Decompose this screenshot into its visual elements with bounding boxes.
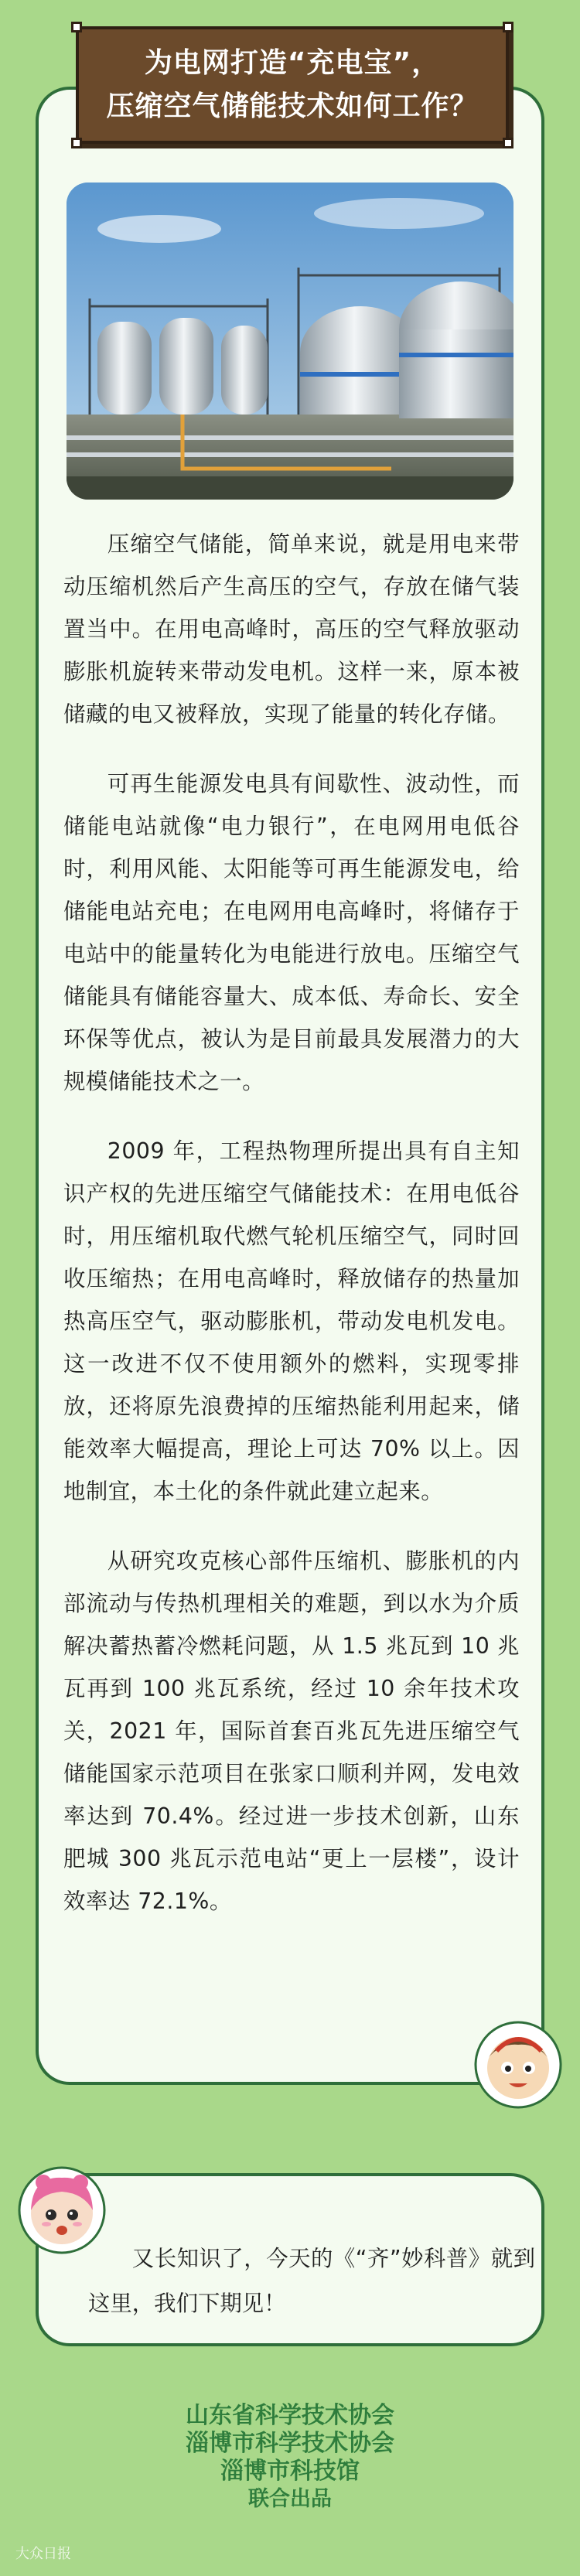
page-title-line-2: 压缩空气储能技术如何工作？ — [106, 90, 479, 122]
footer-credit: 联合出品 — [248, 2487, 332, 2511]
footer-org-2: 淄博市科学技术协会 — [186, 2430, 394, 2457]
paragraph-3: 2009 年，工程热物理所提出具有自主知识产权的先进压缩空气储能技术：在用电低谷时，用压缩机取代燃气轮机压缩空气，同时回收压缩热；在用电高峰时，释放储存的热量加热高压空气，驱动膨胀机，带动发电机发电。这一改进不仅不使用额外的燃料，实现零排放，还将原先浪费掉的压缩热能利用起来，储能效率大幅提高，理论上可达 70% 以上。因地制宜，本土化的条件就此建立起来。 — [63, 1138, 520, 1504]
banner-corner-decoration — [71, 22, 82, 32]
girl-mascot-icon — [17, 2165, 107, 2258]
footer-org-3: 淄博市科技馆 — [220, 2458, 360, 2485]
paragraph-2: 可再生能源发电具有间歇性、波动性，而储能电站就像“电力银行”，在电网用电低谷时，利用风能、太阳能等可再生能源发电，给储能电站充电；在电网用电高峰时，将储存于电站中的能量转化为电能进行放电。压缩空气储能具有储能容量大、成本低、寿命长、安全环保等优点，被认为是目前最具发展潜力的大规模储能技术之一。 — [63, 771, 520, 1094]
closing-message: 又长知识了，今天的《“齐”妙科普》就到这里，我们下期见！ — [88, 2246, 535, 2316]
paragraph-4: 从研究攻克核心部件压缩机、膨胀机的内部流动与传热机理相关的难题，到以水为介质解决蓄热蓄冷燃耗问题，从 1.5 兆瓦到 10 兆瓦再到 100 兆瓦系统，经过 10 余年技术攻关，2021 年，国际首套百兆瓦先进压缩空气储能国家示范项目在张家口顺利并网，发电效率达到 70.4%。经过进一步技术创新，山东肥城 300 兆瓦示范电站“更上一层楼”，设计效率达 72.1%。 — [63, 1548, 520, 1914]
banner-corner-decoration — [71, 138, 82, 148]
hero-image — [67, 183, 513, 500]
watermark: 大众日报 — [15, 2546, 71, 2562]
banner-corner-decoration — [503, 138, 513, 148]
footer-org-1: 山东省科学技术协会 — [186, 2402, 394, 2429]
paragraph-1: 压缩空气储能，简单来说，就是用电来带动压缩机然后产生高压的空气，存放在储气装置当中。在用电高峰时，高压的空气释放驱动膨胀机旋转来带动发电机。这样一来，原本被储藏的电又被释放，实现了能量的转化存储。 — [63, 531, 520, 727]
banner-corner-decoration — [503, 22, 513, 32]
storage-tanks-illustration — [67, 183, 513, 500]
article-body — [63, 523, 520, 1950]
boy-mascot-icon — [473, 2020, 563, 2113]
footer — [0, 2402, 580, 2513]
page-title-line-1: 为电网打造“充电宝”， — [144, 47, 441, 79]
title-banner — [76, 26, 509, 144]
